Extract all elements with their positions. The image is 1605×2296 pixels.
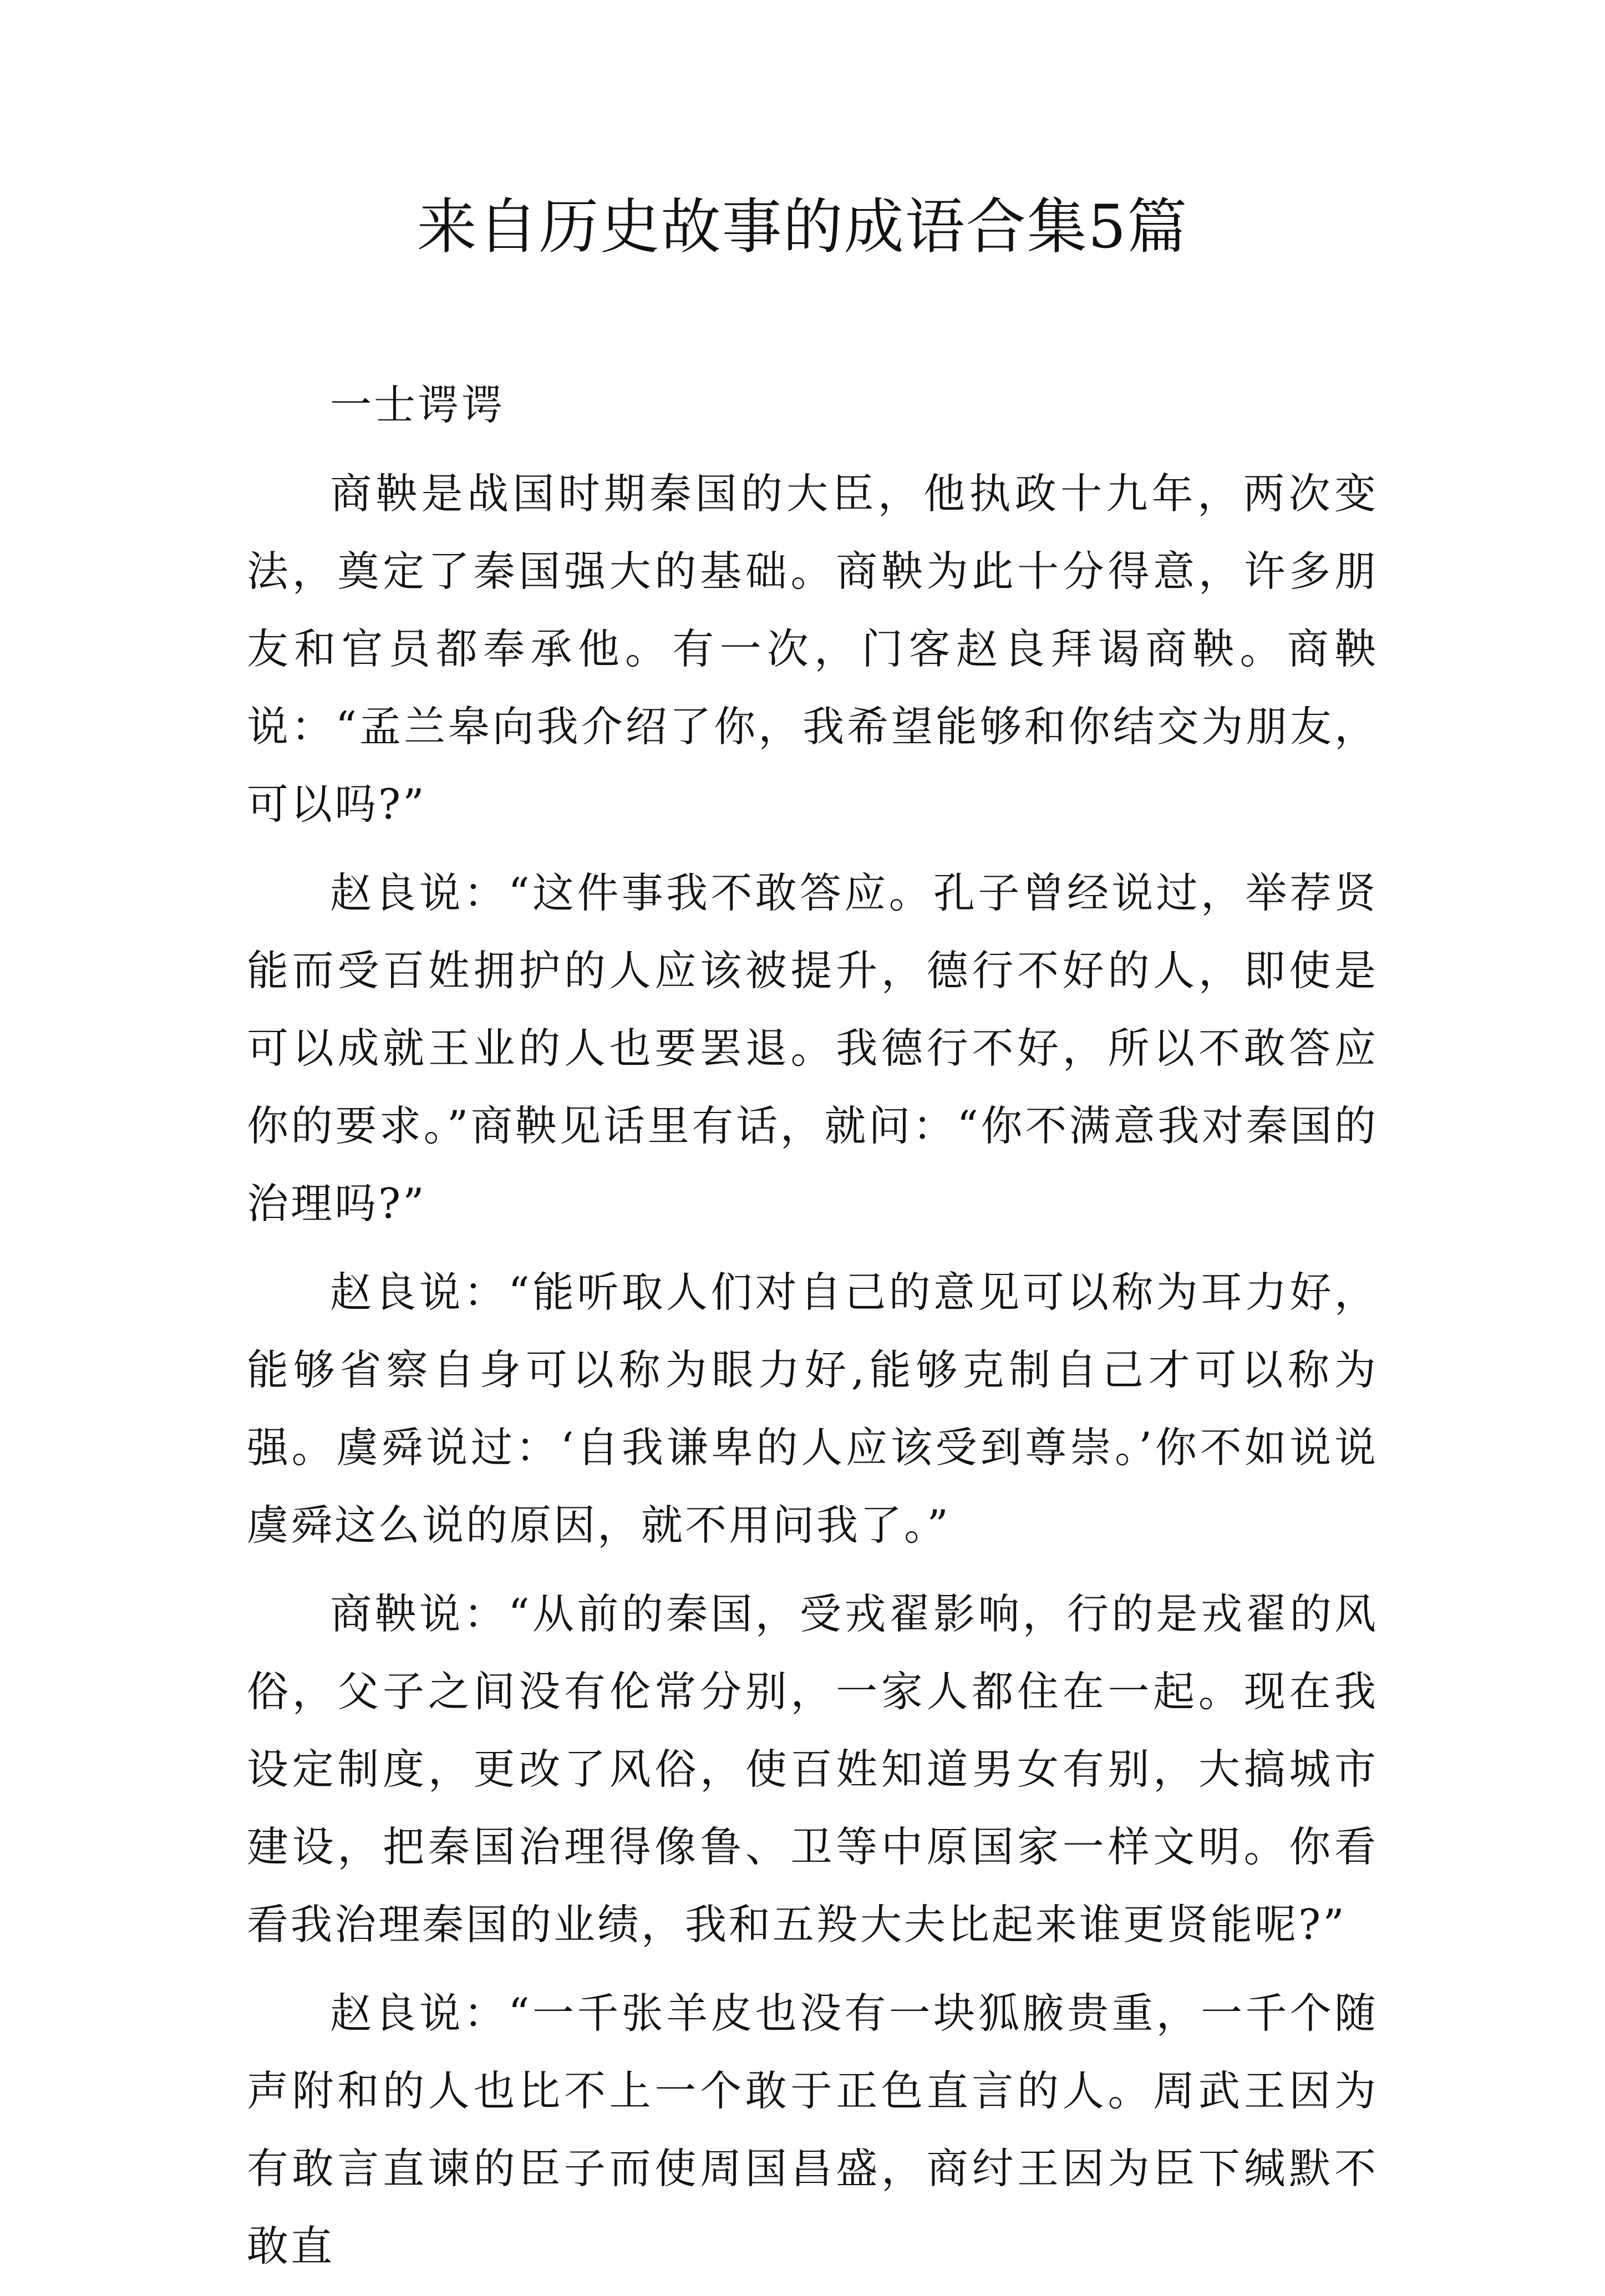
body-paragraph: 赵良说：“能听取人们对自己的意见可以称为耳力好，能够省察自身可以称为眼力好,能够克制自己才可以称为强。虞舜说过：‘自我谦卑的人应该受到尊崇。’你不如说说虞舜这么说的原因，就不用问我了。” — [247, 1268, 1378, 1550]
body-paragraph: 商鞅说：“从前的秦国，受戎翟影响，行的是戎翟的风俗，父子之间没有伦常分别，一家人都住在一起。现在我设定制度，更改了风俗，使百姓知道男女有别，大搞城市建设，把秦国治理得像鲁、卫等中原国家一样文明。你看看我治理秦国的业绩，我和五羖大夫比起来谁更贤能呢?” — [247, 1589, 1378, 1949]
document-title: 来自历史故事的成语合集5篇 — [417, 192, 1188, 262]
body-paragraph: 赵良说：“这件事我不敢答应。孔子曾经说过，举荐贤能而受百姓拥护的人应该被提升，德行不好的人，即使是可以成就王业的人也要罢退。我德行不好，所以不敢答应你的要求。”商鞅见话里有话，就问：“你不满意我对秦国的治理吗?” — [247, 868, 1378, 1228]
document-body — [247, 366, 1378, 2296]
body-paragraph: 赵良说：“一千张羊皮也没有一块狐腋贵重，一千个随声附和的人也比不上一个敢于正色直言的人。周武王因为有敢言直谏的臣子而使周国昌盛，商纣王因为臣下缄默不敢直 — [247, 1989, 1378, 2270]
section-heading: 一士谔谔 — [330, 380, 506, 429]
body-paragraph: 商鞅是战国时期秦国的大臣，他执政十九年，两次变法，奠定了秦国强大的基础。商鞅为此十分得意，许多朋友和官员都奉承他。有一次，门客赵良拜谒商鞅。商鞅说：“孟兰皋向我介绍了你，我希望能够和你结交为朋友，可以吗?” — [247, 469, 1378, 829]
